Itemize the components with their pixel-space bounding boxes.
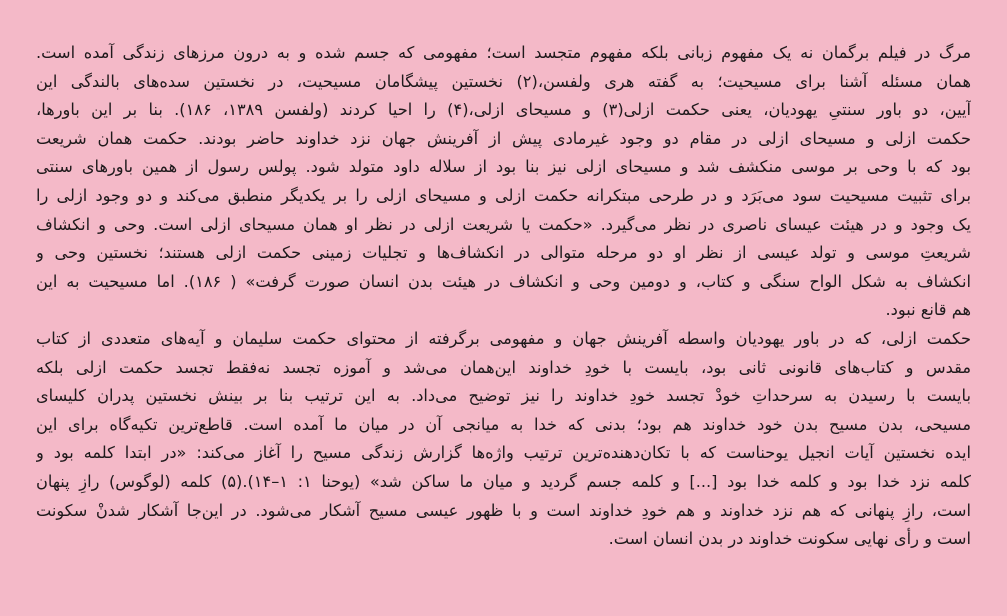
text-line: آیین، دو باور سنتیِ یهودیان، یعنی حکمت ازلی(۳) و مسیحای ازلی،(۴) را احیا کردند (ولفسن ۱۳۸۹، ۱۸۶). بنا بر این باورها، (36, 100, 971, 120)
text-line: انکشاف به شکل الواح سنگی و کتاب، و دومین وحی و انکشاف در هیئت بدن انسان صورت گرفت» ( ۱۸۶). اما مسیحیت به این (36, 271, 971, 291)
text-line: ایده نخستین آیات انجیل یوحناست که با تکان‌دهنده‌ترین ترتیب واژه‌ها گزارش زندگی مسیح را آغاز می‌کند: «در ابتدا کلمه بود و (36, 443, 971, 463)
text-line: برای تثبیت مسیحیت سود می‌بَرَد و در طرحی مبتکرانه حکمت ازلی و مسیحای ازلی را بر یکدیگر منطبق می‌کند و دو وجود ازلی را (36, 185, 971, 205)
text-line: کلمه نزد خدا بود و کلمه خدا بود [...] و کلمه جسم گردید و میان ما ساکن شد» (یوحنا ۱: ۱–۱۴).(۵) کلمه (لوگوس) رازِ پنهان (36, 471, 971, 491)
text-line: همان مسئله آشنا برای مسیحیت؛ به گفته هری ولفسن،(۲) نخستین پیشگامان مسیحیت، در نخستین سده‌های بالندگی این (36, 71, 971, 91)
text-line: بود که با وحی بر موسی منکشف شد و مسیحای ازلی نیز بنا بود از سلاله داود متولد شود. پولس رسول از همین باورهای سنتی (36, 157, 971, 177)
text-line: بایست با رسیدن به سرحداتِ خودْ تجسد خودِ خداوند را نیز توضیح می‌داد. به این ترتیب بنا بر بینش نخستین پدران کلیسای (36, 386, 971, 406)
text-line: حکمت ازلی و مسیحای ازلی در مقام دو وجود غیرمادی پیش از آفرینش جهان نزد خداوند حاضر بودند. حکمت همان شریعت (36, 128, 971, 148)
text-line: است و رأی نهایی سکونت خداوند در بدن انسان است. (608, 529, 971, 549)
paragraph-1 (36, 39, 971, 325)
text-line: مسیحی، بدن مسیح بدن خود خداوند هم بود؛ بدنی که خدا به میانجی آن در میان ما آمده است. قاطع‌ترین تکیه‌گاه برای این (36, 414, 971, 434)
text-line: است، رازِ پنهانی که هم نزد خداوند و هم خودِ خداوند است و با ظهور عیسی مسیح آشکار می‌شود. در این‌جا آشکار شدنْ سکونت (36, 500, 971, 520)
text-line: شریعتِ موسی و تولد عیسی از نظر او دو مرحله متوالی در انکشاف‌ها و تجلیات زمینی حکمت ازلی هستند؛ نخستین وحی و (36, 243, 971, 263)
text-line: حکمت ازلی، که در باور یهودیان واسطه آفرینش جهان و مفهومی برگرفته از محتوای حکمت سلیمان و آیه‌های متعددی از کتاب (36, 328, 971, 348)
text-line: مقدس و کتاب‌های قانونی ثانی بود، بایست با خودِ خداوند این‌همان می‌شد و آموزه تجسد نه‌فقط تجسد حکمت ازلی بلکه (36, 357, 971, 377)
text-line: مرگ در فیلم برگمان نه یک مفهوم زبانی بلکه مفهوم متجسد است؛ مفهومی که جسم شده و به درون مرزهای زندگی آمده است. (36, 43, 971, 62)
paragraph-2 (36, 325, 971, 554)
text-line: هم قانع نبود. (885, 300, 971, 320)
text-line: یک وجود و در هیئت عیسای ناصری در نظر می‌گیرد. «حکمت یا شریعت ازلی در نظر او همان مسیحای ازلی است. وحی و انکشاف (36, 214, 971, 234)
